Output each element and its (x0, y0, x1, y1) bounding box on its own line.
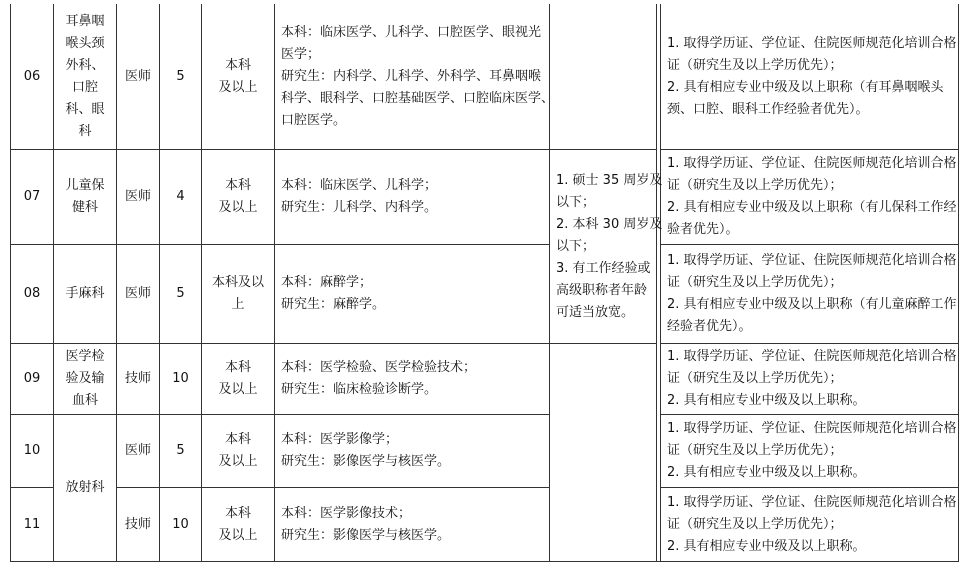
row-11-education (202, 488, 274, 561)
row-07-count: 4 (176, 189, 185, 204)
major-line: 研究生：临床检验诊断学。 (281, 382, 438, 397)
row-09-major (275, 344, 549, 414)
major-line: 医学； (281, 46, 321, 62)
row-09-requirements (661, 344, 958, 414)
row-07-number: 07 (23, 189, 41, 204)
row-06-count: 5 (176, 68, 185, 84)
row-06-post: 医师 (124, 68, 151, 84)
major-line: 本科：临床医学、儿科学、口腔医学、眼视光 (281, 24, 542, 40)
dept-line: 验及输 (65, 371, 105, 386)
edu-line: 本科 (224, 57, 251, 73)
row-08-major (275, 245, 549, 343)
age-line: 可适当放宽。 (556, 304, 635, 320)
major-line: 研究生：影像医学与核医学。 (281, 527, 451, 543)
row-06-major (275, 4, 555, 149)
row-10-education (202, 415, 274, 487)
req-line: 1. 取得学历证、学位证、住院医师规范化培训合格 (667, 35, 957, 51)
row-11-number: 11 (23, 516, 41, 532)
edu-line: 及以上 (218, 454, 258, 469)
age-line: 以下； (556, 238, 596, 254)
req-line: 证（研究生及以上学历优先）； (667, 275, 843, 290)
req-line: 颈、口腔、眼科工作经验者优先）。 (667, 101, 869, 117)
dept-line: 科、眼 (65, 101, 105, 117)
age-line: 2. 本科 30 周岁及 (556, 216, 663, 232)
req-line: 1. 取得学历证、学位证、住院医师规范化培训合格 (667, 253, 957, 268)
major-line: 本科：医学检验、医学检验技术； (281, 360, 477, 375)
req-line: 1. 取得学历证、学位证、住院医师规范化培训合格 (667, 156, 957, 171)
major-line: 本科：临床医学、儿科学； (281, 178, 438, 193)
major-line: 本科：麻醉学； (281, 275, 373, 290)
major-line: 科学、眼科学、口腔基础医学、口腔临床医学、 (281, 90, 555, 106)
req-line: 2. 具有相应专业中级及以上职称（有儿童麻醉工作 (667, 297, 957, 312)
major-line: 研究生：儿科学、内科学。 (281, 200, 438, 215)
req-line: 证（研究生及以上学历优先）； (667, 178, 843, 193)
row-07-post: 医师 (124, 189, 151, 204)
req-line: 证（研究生及以上学历优先）； (667, 443, 843, 458)
major-line: 研究生：麻醉学。 (281, 297, 386, 312)
row-08-number: 08 (23, 286, 41, 301)
req-line: 验者优先）。 (667, 222, 739, 237)
row-09-post: 技师 (124, 371, 151, 386)
edu-line: 本科 (224, 178, 251, 193)
edu-line: 上 (231, 297, 245, 312)
req-line: 2. 具有相应专业中级及以上职称。 (667, 538, 866, 554)
row-06-requirements (661, 4, 958, 149)
row-09-education (202, 344, 274, 414)
edu-line: 及以上 (218, 382, 258, 397)
req-line: 证（研究生及以上学历优先）； (667, 371, 843, 386)
dept-line: 血科 (71, 393, 98, 408)
row-07-education (202, 150, 274, 244)
req-line: 证（研究生及以上学历优先）； (667, 516, 843, 532)
row-10-post: 医师 (124, 443, 151, 458)
row-06-number: 06 (23, 68, 41, 84)
age-requirements (550, 150, 663, 343)
row-08-post: 医师 (124, 286, 151, 301)
recruitment-table (10, 4, 960, 564)
row-11-post: 技师 (124, 516, 151, 532)
row-07-department (54, 150, 116, 244)
edu-line: 本科 (224, 360, 251, 375)
dept-line: 口腔 (71, 79, 98, 95)
dept-line: 健科 (71, 200, 98, 215)
req-line: 经验者优先）。 (667, 319, 752, 334)
age-line: 1. 硕士 35 周岁及 (556, 172, 663, 188)
edu-line: 本科 (224, 432, 251, 447)
row-09-number: 09 (23, 371, 41, 386)
row-09-count: 10 (172, 371, 189, 386)
edu-line: 及以上 (218, 79, 258, 95)
dept-line: 喉头颈 (65, 35, 105, 51)
row-11-major (275, 488, 549, 561)
dept-line: 手麻科 (65, 286, 105, 301)
edu-line: 本科 (224, 505, 251, 521)
age-line: 以下； (556, 194, 596, 210)
req-line: 2. 具有相应专业中级及以上职称（有耳鼻咽喉头 (667, 79, 944, 95)
major-line: 研究生：影像医学与核医学。 (281, 454, 451, 469)
major-line: 研究生：内科学、儿科学、外科学、耳鼻咽喉 (281, 68, 542, 84)
req-line: 2. 具有相应专业中级及以上职称。 (667, 393, 866, 408)
major-line: 本科：医学影像学； (281, 432, 399, 447)
dept-line: 外科、 (65, 57, 105, 73)
age-line: 3. 有工作经验或 (556, 260, 651, 276)
row-06-education (202, 4, 274, 149)
row-09-department (54, 344, 116, 414)
req-line: 1. 取得学历证、学位证、住院医师规范化培训合格 (667, 421, 957, 436)
row-10-count: 5 (176, 443, 185, 458)
row-08-department (54, 245, 116, 343)
row-08-education (202, 245, 274, 343)
edu-line: 及以上 (218, 200, 258, 215)
req-line: 1. 取得学历证、学位证、住院医师规范化培训合格 (667, 349, 957, 364)
edu-line: 及以上 (218, 527, 258, 543)
dept-line: 医学检 (65, 349, 105, 364)
row-11-requirements (661, 488, 958, 561)
dept-line: 儿童保 (65, 178, 105, 193)
dept-line: 科 (78, 123, 92, 139)
row-10-requirements (661, 415, 958, 487)
row-10-major (275, 415, 549, 487)
major-line: 本科：医学影像技术； (281, 505, 412, 521)
major-line: 口腔医学。 (281, 112, 347, 128)
row-11-count: 10 (172, 516, 189, 532)
row-06-department (54, 4, 116, 149)
req-line: 2. 具有相应专业中级及以上职称（有儿保科工作经 (667, 200, 957, 215)
age-line: 高级职称者年龄 (556, 282, 648, 298)
row-07-requirements (661, 150, 958, 244)
req-line: 证（研究生及以上学历优先）； (667, 57, 843, 73)
row-08-requirements (661, 245, 958, 343)
req-line: 1. 取得学历证、学位证、住院医师规范化培训合格 (667, 494, 957, 510)
row-10-number: 10 (23, 443, 41, 458)
req-line: 2. 具有相应专业中级及以上职称。 (667, 465, 866, 480)
row-07-major (275, 150, 549, 244)
row-08-count: 5 (176, 286, 185, 301)
edu-line: 本科及以 (211, 275, 264, 290)
dept-line: 耳鼻咽 (65, 13, 105, 29)
merged-department-radiology: 放射科 (65, 480, 105, 495)
